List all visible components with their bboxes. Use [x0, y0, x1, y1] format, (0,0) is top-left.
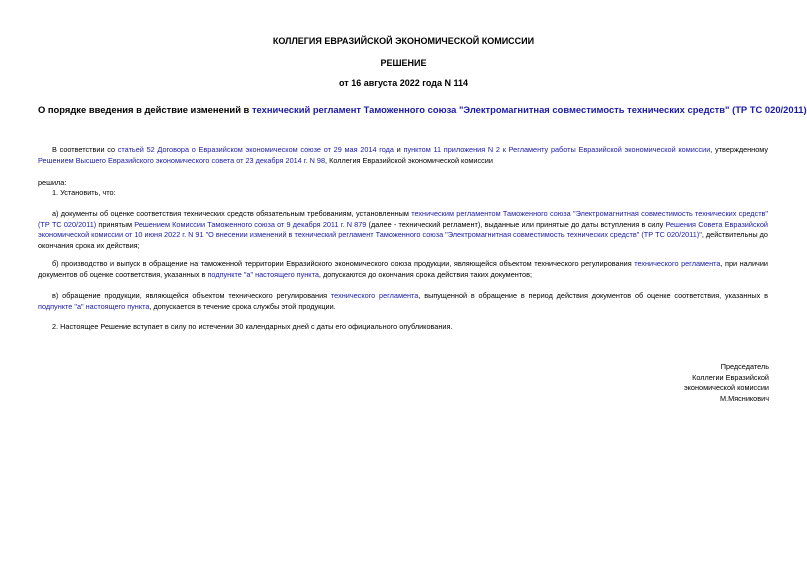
- signature-position-2: Коллегии Евразийской: [692, 372, 769, 382]
- preamble-text-4: , Коллегия Евразийской экономической комиссии: [325, 155, 493, 165]
- item-a-text-2: принятым: [96, 219, 135, 229]
- item-b-paragraph: [38, 259, 768, 280]
- item-a-text-3: (далее - технический регламент), выданные или принятые до даты вступления в силу: [366, 219, 666, 229]
- signature-position-1: Председатель: [720, 362, 769, 371]
- item-b-text-3: , допускаются до окончания срока действия таких документов;: [318, 269, 533, 279]
- item-c-paragraph: [38, 291, 768, 312]
- document-title: [38, 104, 807, 115]
- treaty-article-link[interactable]: статьей 52 Договора о Евразийском экономическом союзе от 29 мая 2014 года: [117, 145, 394, 154]
- item-b-regulation-link[interactable]: технического регламента: [634, 259, 721, 268]
- org-heading: КОЛЛЕГИЯ ЕВРАЗИЙСКОЙ ЭКОНОМИЧЕСКОЙ КОМИССИИ: [272, 36, 535, 46]
- date-number-heading: от 16 августа 2022 года N 114: [339, 78, 468, 88]
- item-b-text-2: , при наличии документов об оценке соответствия, указанных в: [38, 259, 769, 279]
- signature-position-3: экономической комиссии: [683, 383, 769, 393]
- preamble-text-1: В соответствии со: [52, 145, 118, 154]
- item-c-subparagraph-link[interactable]: подпункте "а" настоящего пункта: [38, 301, 150, 311]
- customs-commission-decision-link[interactable]: Решением Комиссии Таможенного союза от 9 декабря 2011 г. N 879: [134, 219, 367, 229]
- item-a-text-4: , действительны до окончания срока их действия;: [38, 230, 768, 250]
- item-1: 1. Установить, что:: [52, 188, 116, 197]
- item-a-paragraph: [38, 209, 768, 251]
- item-c-text-2: , выпущенной в обращение в период действия документов об оценке соответствия, указанных в: [418, 291, 768, 300]
- regulation-rules-link[interactable]: пунктом 11 приложения N 2 к Регламенту работы Евразийской экономической комиссии: [403, 145, 711, 154]
- item-2: 2. Настоящее Решение вступает в силу по истечении 30 календарных дней с даты его официального опубликования.: [52, 322, 453, 331]
- signature-block: [684, 362, 769, 404]
- title-text: О порядке введения в действие изменений в: [38, 104, 252, 115]
- preamble-text-3: , утвержденному: [710, 145, 769, 154]
- decided-label: решила:: [38, 178, 67, 187]
- item-b-subparagraph-link[interactable]: подпункте "а" настоящего пункта: [207, 269, 319, 279]
- tech-regulation-link[interactable]: техническим регламентом Таможенного союза "Электромагнитная совместимость технических средств" (ТР ТС 020/2011): [38, 209, 769, 229]
- item-a-text-1: а) документы об оценке соответствия технических средств обязательным требованиям, установленным: [52, 209, 412, 218]
- doc-type-heading: РЕШЕНИЕ: [380, 58, 427, 68]
- signature-name: М.Мясникович: [720, 393, 769, 403]
- item-c-text-1: в) обращение продукции, являющейся объектом технического регулирования: [52, 291, 331, 300]
- supreme-council-decision-link[interactable]: Решением Высшего Евразийского экономического совета от 23 декабря 2014 г. N 98: [38, 155, 326, 165]
- title-regulation-link[interactable]: технический регламент Таможенного союза "Электромагнитная совместимость технических средств" (ТР ТС 020/2011): [251, 104, 807, 115]
- preamble-text-2: и: [393, 145, 404, 154]
- item-b-text-1: б) производство и выпуск в обращение на таможенной территории Евразийского экономического союза продукции, являющейся объектом технического регулирования: [52, 259, 635, 268]
- item-c-regulation-link[interactable]: технического регламента: [330, 291, 419, 300]
- item-c-text-3: , допускается в течение срока службы этой продукции.: [149, 301, 336, 311]
- preamble-paragraph: [38, 145, 768, 166]
- council-decision-link[interactable]: Решения Совета Евразийской экономической комиссии от 10 июня 2022 г. N 91 "О внесении изменений в технический регламент Таможенного союза "Электромагнитная совместимость технических средств" (ТР ТС 020/2011)": [38, 219, 768, 240]
